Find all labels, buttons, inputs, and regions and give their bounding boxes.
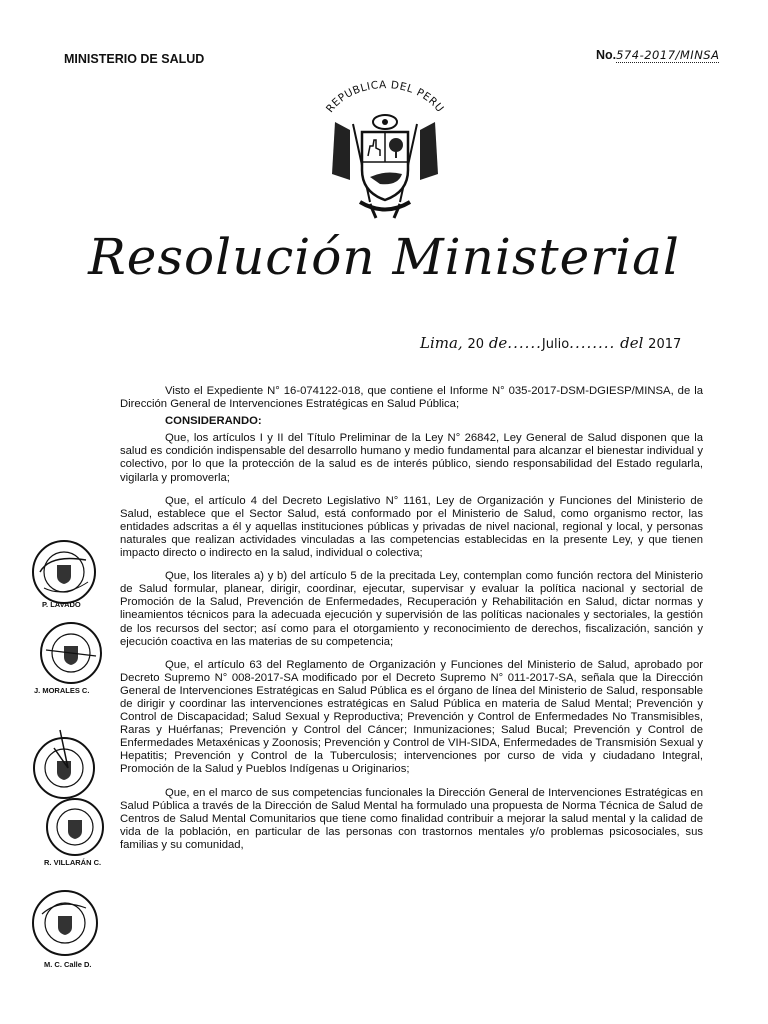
date-dots: ...... [507,334,542,352]
date-day: 20 [467,337,485,352]
seal-text: REPUBLICA DEL PERU [324,79,446,115]
stamp-seal-icon [38,620,104,686]
document-title: Resolución Ministerial [88,228,680,286]
date-de: de [488,334,508,352]
stamp-label: P. LAVADO [42,600,81,609]
paragraph-3: Que, los literales a) y b) del artículo 5 de la precitada Ley, contemplan como función rectora del Ministerio de Salud formular, planear, dirigir, coordinar, ejecutar, supervisar y evaluar la política nacional y sectorial de Promoción de la Salud, Prevención de Enfermedades, Recuperación y Rehabilitación en Salud, dictar normas y lineamientos técnicos para la adecuada ejecución y supervisión de las políticas nacionales y sectoriales, la gestión de los recursos del sector; así como para el otorgamiento y reconocimiento de derechos, fiscalización, sanción y ejecución coactiva en las materias de su competencia; [120,570,703,648]
date-line [420,334,740,352]
heading-considerando: CONSIDERANDO: [165,415,262,428]
date-city: Lima, [420,334,463,352]
stamp-label: R. VILLARÁN C. [44,858,102,867]
coat-of-arms-icon [310,62,460,222]
date-del: del [620,334,644,352]
stamp-seal-icon [30,538,98,606]
paragraph-5: Que, en el marco de sus competencias funcionales la Dirección General de Intervenciones Estratégicas en Salud Pública a través de la Dirección de Salud Mental ha formulado una propuesta de Norma Técnica de Salud de Centros de Salud Mental Comunitarios que tiene como finalidad contribuir a mejorar la salud mental y la calidad de vida de la población, en particular de las personas con trastornos mentales y/o problemas psicosociales, sus familias y su comunidad, [120,786,703,851]
visa-stamp [44,796,106,867]
stamp-seal-icon [30,888,100,958]
svg-text:REPUBLICA DEL PERU [324,79,446,115]
number-value: 574-2017/MINSA [616,48,720,62]
date-month: Julio [541,337,570,352]
visa-stamp [30,728,98,802]
visa-stamp [34,620,104,695]
document-body [120,385,703,862]
national-seal [310,62,460,222]
date-year: 2017 [648,337,682,352]
ministry-header: MINISTERIO DE SALUD [64,52,205,66]
paragraph-1: Que, los artículos I y II del Título Preliminar de la Ley N° 26842, Ley General de Salud disponen que la salud es condición indispensable del desarrollo humano y medio fundamental para alcanzar el bienestar individual y colectivo, por lo que la protección de la salud es de interés público, siendo responsabilidad del Estado regularla, vigilarla y promoverla; [120,432,703,484]
stamp-seal-icon [44,796,106,858]
stamp-seal-icon [30,728,98,802]
paragraph-4: Que, el artículo 63 del Reglamento de Organización y Funciones del Ministerio de Salud, aprobado por Decreto Supremo N° 008-2017-SA modificado por el Decreto Supremo N° 011-2017-SA, señala que la Dirección General de Intervenciones Estratégicas en Salud Pública es el órgano de línea del Ministerio de Salud, responsable de dirigir y coordinar las intervenciones estratégicas en Salud Pública en materia de Salud Mental; Prevención y Control de Discapacidad; Salud Sexual y Reproductiva; Prevención y Control de Enfermedades No Transmisibles, Raras y Huérfanas; Prevención y Control del Cáncer; Inmunizaciones; Salud Bucal; Prevención y Control de Enfermedades Metaxénicas y Zoonosis; Prevención y Control de VIH-SIDA, Enfermedades de Transmisión Sexual y Hepatitis; Prevención y Control de la Tuberculosis; intervenciones por curso de vida y ciudadano Integral, Promoción de la Salud y Pueblos Indígenas u Originarios; [120,658,703,776]
number-prefix: No. [596,48,617,62]
stamp-label: M. C. Calle D. [44,960,92,969]
stamp-label: J. MORALES C. [34,686,90,695]
visa-stamp [30,538,98,609]
resolution-number [596,48,719,62]
paragraph-2: Que, el artículo 4 del Decreto Legislativo N° 1161, Ley de Organización y Funciones del Ministerio de Salud, establece que el Sector Salud, está conformado por el Ministerio de Salud, como organismo rector, las entidades adscritas a él y aquellas instituciones públicas y privadas de nivel nacional, regional y local, y personas naturales que realizan actividades vinculadas a las competencias establecidas en la presente Ley, y que tienen impacto directo o indirecto en la salud, individual o colectiva; [120,494,703,560]
date-dots: ........ [569,334,616,352]
paragraph-visto: Visto el Expediente N° 16-074122-018, que contiene el Informe N° 035-2017-DSM-DGIESP/MINSA, de la Dirección General de Intervenciones Estratégicas en Salud Pública; [120,385,703,411]
visa-stamp [30,888,100,969]
